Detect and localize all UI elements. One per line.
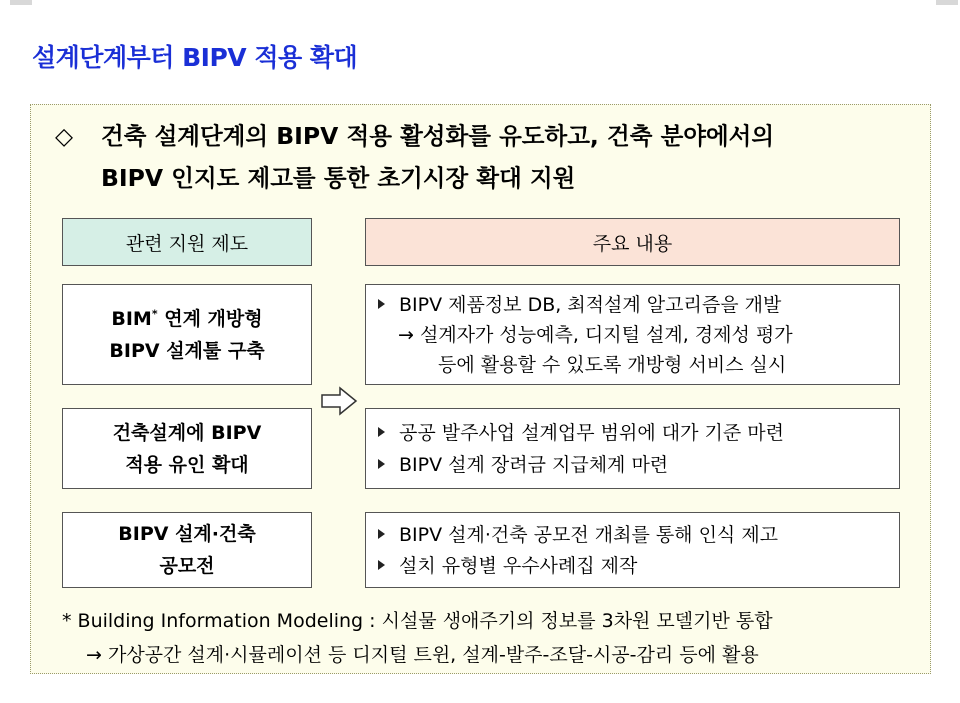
hollow-right-arrow-icon <box>320 386 358 416</box>
content-item-text: BIPV 설계 장려금 지급체계 마련 <box>399 454 669 476</box>
footnote-line-2: → 가상공간 설계·시뮬레이션 등 디지털 트윈, 설계-발주-조달-시공-감리 등에 활용 <box>86 644 759 666</box>
header-support-programs <box>62 218 312 266</box>
program-label-rest: 연계 개방형 <box>157 307 263 330</box>
triangle-bullet-icon <box>378 459 385 469</box>
page-title: 설계단계부터 BIPV 적용 확대 <box>32 43 358 72</box>
header-main-contents-label: 주요 내용 <box>592 232 673 255</box>
program-box-design-incentive <box>62 408 312 489</box>
triangle-bullet-icon <box>378 529 385 539</box>
header-support-programs-label: 관련 지원 제도 <box>125 232 249 255</box>
top-left-decoration <box>10 0 32 5</box>
program-label-line-1: 건축설계에 BIPV <box>112 421 262 444</box>
program-box-competition <box>62 512 312 588</box>
headline-line-1: 건축 설계단계의 BIPV 적용 활성화를 유도하고, 건축 분야에서의 <box>101 122 775 150</box>
content-item <box>378 550 637 582</box>
content-item <box>378 289 781 321</box>
content-item-text: 공공 발주사업 설계업무 범위에 대가 기준 마련 <box>399 422 784 444</box>
program-label-line-1: BIPV 설계·건축 <box>118 523 256 545</box>
triangle-bullet-icon <box>378 560 385 570</box>
content-item <box>378 449 668 481</box>
content-item-text: BIPV 제품정보 DB, 최적설계 알고리즘을 개발 <box>399 294 782 316</box>
program-label-line-2: 공모전 <box>159 555 215 577</box>
content-item-sub: 등에 활용할 수 있도록 개방형 서비스 실시 <box>438 354 787 376</box>
top-right-decoration <box>936 0 958 5</box>
content-item-sub: → 설계자가 성능예측, 디지털 설계, 경제성 평가 <box>398 324 793 346</box>
content-box-bim-tool <box>365 284 900 385</box>
program-label-line-2: BIPV 설계툴 구축 <box>109 339 265 362</box>
content-item <box>378 519 778 551</box>
program-label-line-2: 적용 유인 확대 <box>125 453 249 476</box>
footnote-marker: * <box>151 307 158 321</box>
content-box-design-incentive <box>365 408 900 489</box>
program-box-bim-tool <box>62 284 312 385</box>
header-main-contents <box>365 218 900 266</box>
footnote-line-1: * Building Information Modeling : 시설물 생애주기의 정보를 3차원 모델기반 통합 <box>62 610 773 632</box>
content-item-text: 설치 유형별 우수사례집 제작 <box>399 555 638 577</box>
triangle-bullet-icon <box>378 427 385 437</box>
program-label-line-1 <box>111 303 262 335</box>
diamond-bullet-icon: ◇ <box>55 122 74 150</box>
triangle-bullet-icon <box>378 299 385 309</box>
content-item-text: BIPV 설계·건축 공모전 개최를 통해 인식 제고 <box>399 524 779 546</box>
program-label-bim: BIM <box>111 307 152 330</box>
content-item <box>378 417 784 449</box>
content-box-competition <box>365 512 900 588</box>
headline-line-2: BIPV 인지도 제고를 통한 초기시장 확대 지원 <box>101 164 576 192</box>
